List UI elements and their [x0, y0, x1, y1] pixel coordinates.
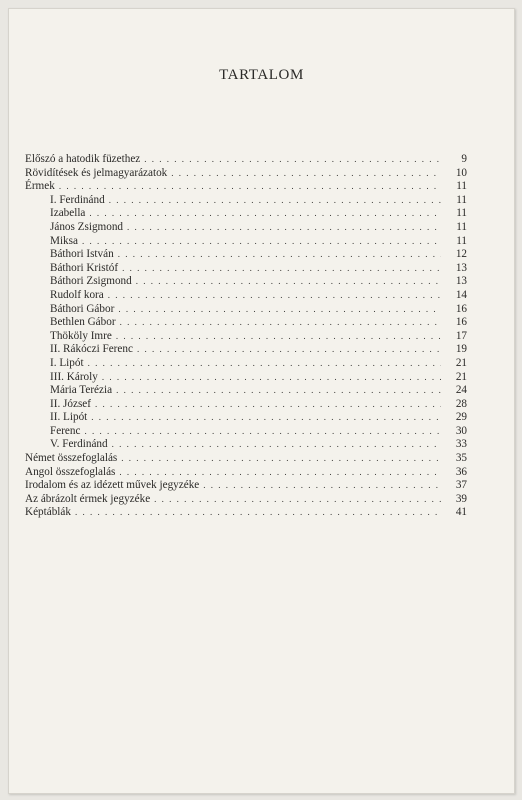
toc-entry [25, 289, 467, 303]
dot-leader [59, 180, 441, 194]
toc-entry-label: II. József [50, 397, 92, 410]
dot-leader [171, 167, 441, 181]
toc-entry [25, 384, 467, 398]
toc-entry [25, 167, 467, 181]
dot-leader [118, 248, 441, 262]
toc-entry-label: Irodalom és az idézett művek jegyzéke [25, 479, 200, 492]
toc-entry-label: III. Károly [50, 370, 98, 383]
dot-leader [137, 343, 441, 357]
toc-entry [25, 248, 467, 262]
toc-entry-label: Miksa [50, 234, 78, 247]
toc-entry-label: Báthori Kristóf [50, 261, 119, 274]
toc-entry-label: Báthori István [50, 248, 114, 261]
toc-entry-page-number: 10 [455, 166, 467, 179]
dot-leader [109, 194, 441, 208]
toc-entry-label: Angol összefoglalás [25, 465, 116, 478]
toc-entry [25, 479, 467, 493]
toc-entry-page-number: 9 [461, 153, 467, 165]
toc-entry [25, 452, 467, 466]
toc-entry-label: Német összefoglalás [25, 452, 118, 465]
toc-entry [25, 330, 467, 344]
toc-entry [25, 493, 467, 507]
toc-entry [25, 411, 467, 425]
toc-entry-page-number: 11 [456, 207, 467, 220]
page-title: TARTALOM [219, 67, 304, 83]
dot-leader [116, 330, 441, 344]
toc-entry-label: Izabella [50, 207, 86, 220]
toc-entry-page-number: 41 [455, 506, 467, 519]
dot-leader [121, 452, 441, 466]
toc-entry-page-number: 14 [455, 288, 467, 301]
toc-entry-page-number: 11 [456, 220, 467, 233]
toc-entry-label: Rudolf kora [50, 288, 104, 301]
toc-entry-page-number: 21 [455, 356, 467, 369]
toc-entry-label: I. Ferdinánd [50, 193, 105, 206]
toc-entry-label: Rövidítések és jelmagyarázatok [25, 166, 168, 179]
dot-leader [95, 398, 441, 412]
dot-leader [154, 493, 441, 507]
toc-entry-label: II. Lipót [50, 411, 88, 424]
toc-entry [25, 194, 467, 208]
dot-leader [112, 438, 441, 452]
toc-entry-label: Bethlen Gábor [50, 316, 116, 329]
dot-leader [108, 289, 441, 303]
dot-leader [82, 235, 441, 249]
toc-entry [25, 235, 467, 249]
dot-leader [88, 357, 441, 371]
toc-entry [25, 425, 467, 439]
toc-entry [25, 180, 467, 194]
toc-entry-page-number: 21 [455, 370, 467, 383]
toc-entry-page-number: 11 [456, 193, 467, 206]
toc-entry-label: II. Rákóczi Ferenc [50, 343, 133, 356]
dot-leader [102, 371, 441, 385]
toc-entry-page-number: 17 [455, 329, 467, 342]
toc-entry-label: Thököly Imre [50, 329, 112, 342]
toc-entry [25, 316, 467, 330]
toc-entry-page-number: 39 [455, 492, 467, 505]
document-page [8, 8, 515, 794]
toc-entry-page-number: 24 [455, 384, 467, 397]
dot-leader [91, 411, 441, 425]
toc-entry [25, 343, 467, 357]
toc-entry-label: Báthori Gábor [50, 302, 115, 315]
toc-entry-page-number: 35 [455, 452, 467, 465]
dot-leader [89, 207, 441, 221]
toc-entry-label: János Zsigmond [50, 220, 124, 233]
toc-entry-page-number: 28 [455, 397, 467, 410]
toc-entry [25, 221, 467, 235]
dot-leader [127, 221, 441, 235]
dot-leader [116, 384, 441, 398]
toc-entry [25, 357, 467, 371]
toc-entry [25, 398, 467, 412]
toc-entry-label: Ferenc [50, 424, 81, 437]
toc-entry-page-number: 11 [456, 234, 467, 247]
toc-entry-page-number: 37 [455, 479, 467, 492]
toc-entry-page-number: 11 [456, 180, 467, 193]
toc-entry-page-number: 13 [455, 261, 467, 274]
dot-leader [144, 153, 441, 167]
toc-entry [25, 466, 467, 480]
dot-leader [75, 506, 441, 520]
toc-entry [25, 438, 467, 452]
toc-entry [25, 153, 467, 167]
toc-entry-label: I. Lipót [50, 356, 84, 369]
toc-entry-page-number: 29 [455, 411, 467, 424]
toc-entry-page-number: 33 [455, 438, 467, 451]
toc-entry [25, 506, 467, 520]
toc-entry-label: Báthori Zsigmond [50, 275, 132, 288]
toc-entry-label: Az ábrázolt érmek jegyzéke [25, 492, 151, 505]
toc-entry-label: Érmek [25, 180, 55, 193]
toc-entry-label: Képtáblák [25, 506, 71, 519]
toc-entry [25, 275, 467, 289]
toc-entry [25, 371, 467, 385]
toc-entry-label: Mária Terézia [50, 384, 113, 397]
toc-entry-page-number: 16 [455, 316, 467, 329]
toc-entry-page-number: 12 [455, 248, 467, 261]
toc-entry-label: V. Ferdinánd [50, 438, 108, 451]
dot-leader [84, 425, 441, 439]
toc-entry [25, 262, 467, 276]
toc-entry [25, 207, 467, 221]
toc-entry-page-number: 19 [455, 343, 467, 356]
table-of-contents [25, 153, 467, 520]
dot-leader [118, 303, 441, 317]
dot-leader [122, 262, 441, 276]
toc-entry-page-number: 36 [455, 465, 467, 478]
toc-entry-page-number: 13 [455, 275, 467, 288]
toc-entry [25, 303, 467, 317]
dot-leader [119, 466, 441, 480]
dot-leader [203, 479, 441, 493]
dot-leader [136, 275, 441, 289]
dot-leader [120, 316, 441, 330]
toc-entry-page-number: 16 [455, 302, 467, 315]
toc-entry-page-number: 30 [455, 424, 467, 437]
toc-entry-label: Előszó a hatodik füzethez [25, 153, 141, 165]
